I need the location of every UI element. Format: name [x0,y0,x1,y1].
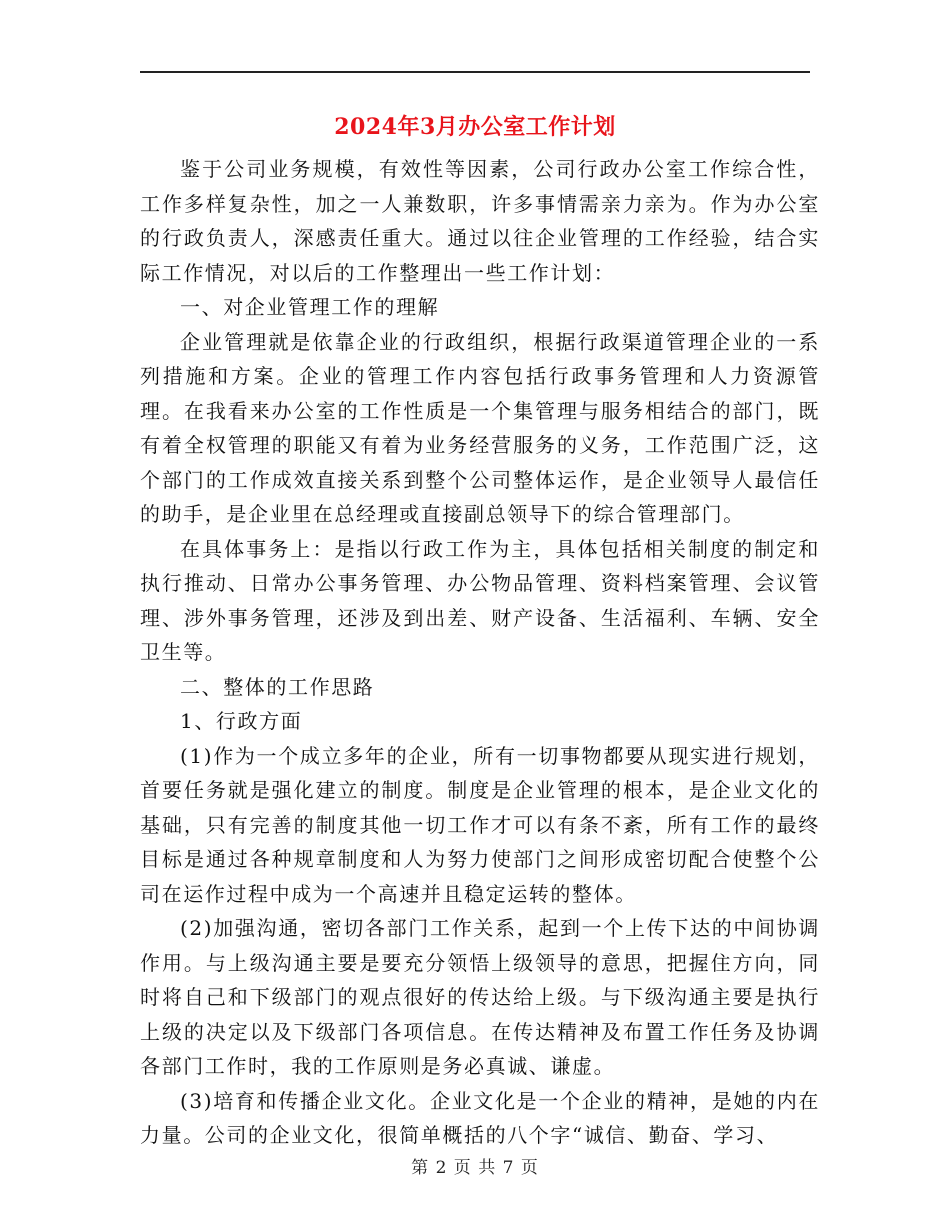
paragraph-intro: 鉴于公司业务规模，有效性等因素，公司行政办公室工作综合性，工作多样复杂性，加之一人兼数职，许多事情需亲力亲为。作为办公室的行政负责人，深感责任重大。通过以往企业管理的工作经验，结合实际工作情况，对以后的工作整理出一些工作计划： [140,157,820,285]
heading-section-2: 二、整体的工作思路 [180,674,375,699]
paragraph-item-2: (2)加强沟通，密切各部门工作关系，起到一个上传下达的中间协调作用。与上级沟通主要是要充分领悟上级领导的意思，把握住方向，同时将自己和下级部门的观点很好的传达给上级。与下级沟通主要是执行上级的决定以及下级部门各项信息。在传达精神及布置工作任务及协调各部门工作时，我的工作原则是务必真诚、谦虚。 [140,916,820,1078]
paragraph-item-1: (1)作为一个成立多年的企业，所有一切事物都要从现实进行规划，首要任务就是强化建立的制度。制度是企业管理的根本，是企业文化的基础，只有完善的制度其他一切工作才可以有条不紊，所有工作的最终目标是通过各种规章制度和人为努力使部门之间形成密切配合使整个公司在运作过程中成为一个高速并且稳定运转的整体。 [140,743,820,906]
paragraph-management: 企业管理就是依靠企业的行政组织，根据行政渠道管理企业的一系列措施和方案。企业的管理工作内容包括行政事务管理和人力资源管理。在我看来办公室的工作性质是一个集管理与服务相结合的部门，既有着全权管理的职能又有着为业务经营服务的义务，工作范围广泛，这个部门的工作成效直接关系到整个公司整体运作，是企业领导人最信任的助手，是企业里在总经理或直接副总领导下的综合管理部门。 [140,329,820,526]
header-rule [140,71,810,73]
paragraph-specific-affairs: 在具体事务上：是指以行政工作为主，具体包括相关制度的制定和执行推动、日常办公事务管理、办公物品管理、资料档案管理、会议管理、涉外事务管理，还涉及到出差、财产设备、生活福利、车辆、安全卫生等。 [140,536,820,664]
document-title: 2024年3月办公室工作计划 [334,114,616,140]
document-body [140,152,820,1153]
heading-section-1: 一、对企业管理工作的理解 [180,295,440,319]
page-number-label: 第 2 页 共 7 页 [411,1158,539,1178]
page-footer [0,1153,950,1178]
paragraph-item-3: (3)培育和传播企业文化。企业文化是一个企业的精神，是她的内在力量。公司的企业文化，很简单概括的八个字“诚信、勤奋、学习、 [140,1088,820,1147]
heading-subsection-1: 1、行政方面 [180,709,303,733]
